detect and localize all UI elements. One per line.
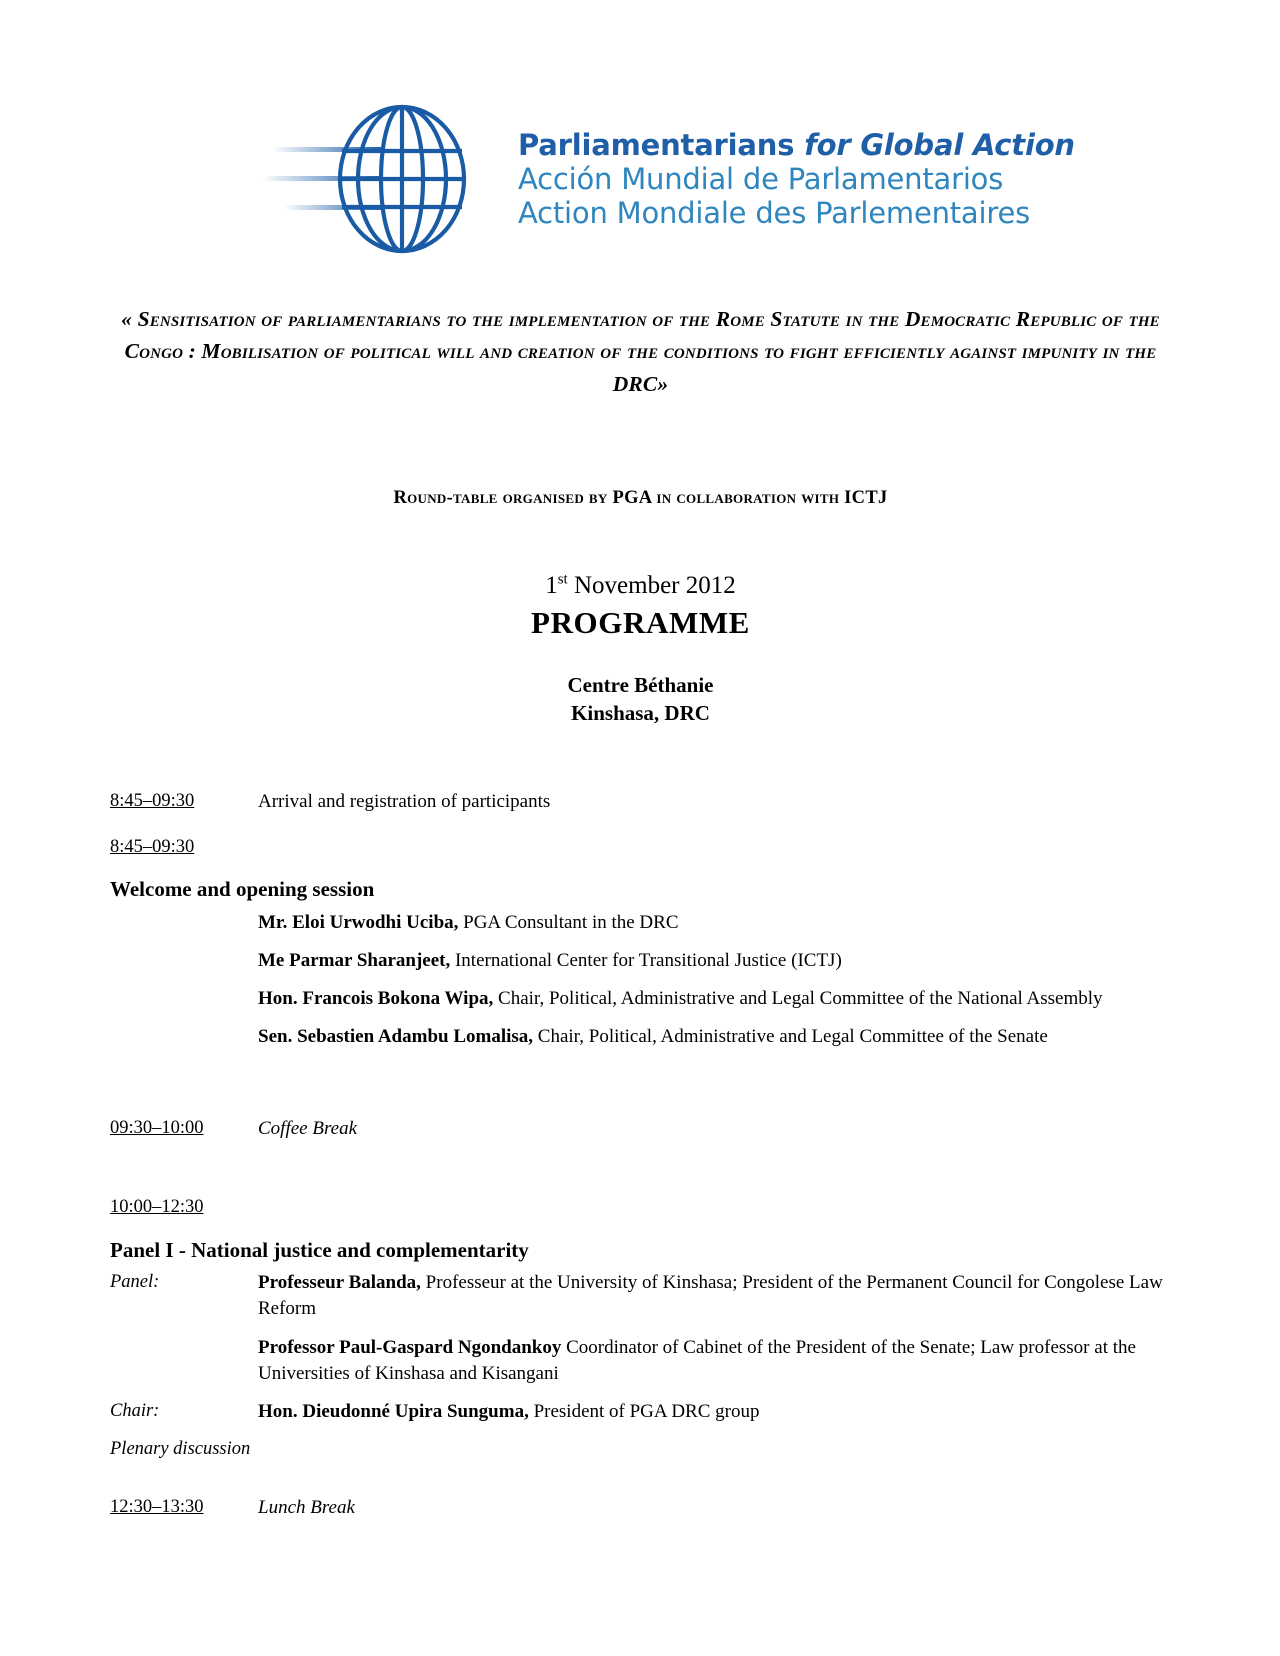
- spacer: [110, 1063, 1165, 1115]
- panelist-name: Professeur Balanda,: [258, 1272, 421, 1294]
- speaker-name: Sen. Sebastien Adambu Lomalisa,: [258, 1026, 534, 1048]
- speaker-item: [258, 1024, 1165, 1050]
- speaker-role: Chair, Political, Administrative and Legal Committee of the National Assembly: [493, 988, 1103, 1010]
- event-date-suffix: st: [557, 571, 568, 588]
- venue-block: [118, 672, 1163, 727]
- logo-line-english-italic: for Global Action: [804, 127, 1075, 162]
- schedule-row-panel1-time: [110, 1194, 1165, 1221]
- panel-label: Panel:: [110, 1272, 160, 1293]
- time-coffee: 09:30–10:00: [110, 1117, 204, 1138]
- logo-line-french: Action Mondiale des Parlementaires: [518, 196, 1030, 231]
- programme-label: PROGRAMME: [531, 605, 750, 640]
- spacer: [110, 1460, 1165, 1494]
- venue-line-1: Centre Béthanie: [567, 673, 714, 697]
- logo-line-english: [518, 128, 1075, 162]
- speaker-role: International Center for Transitional Justice (ICTJ): [450, 949, 842, 971]
- time-panel1: 10:00–12:30: [110, 1197, 204, 1218]
- page-title: « Sensitisation of parliamentarians to the implementation of the Rome Statute in the Democratic Republic of the Congo : Mobilisation of political will and creation of the conditions to fight efficiently against impunity in the DRC»: [121, 307, 1160, 396]
- panelist-name: Professor Paul-Gaspard Ngondankoy: [258, 1336, 562, 1358]
- time-arrival: 8:45–09:30: [110, 791, 195, 811]
- panelist-item: [258, 1270, 1165, 1322]
- logo-line-spanish: Acción Mundial de Parlamentarios: [518, 161, 1004, 196]
- speaker-name: Hon. Francois Bokona Wipa,: [258, 988, 494, 1010]
- venue-line-2: Kinshasa, DRC: [571, 700, 710, 725]
- event-date-rest: November 2012: [567, 572, 736, 599]
- schedule-row-arrival: [110, 788, 1165, 816]
- schedule-list: [110, 788, 1165, 1522]
- panelist-role: Professeur at the University of Kinshasa; President of the Permanent Council for Congolese Law Reform: [258, 1272, 1163, 1320]
- chair-label: Chair:: [110, 1401, 160, 1422]
- chair-role: President of PGA DRC group: [528, 1401, 760, 1423]
- event-date: [118, 570, 1163, 601]
- speaker-name: Mr. Eloi Urwodhi Uciba,: [258, 911, 459, 933]
- speaker-item: [258, 910, 1165, 936]
- plenary-discussion: Plenary discussion: [110, 1439, 251, 1460]
- text-arrival: Arrival and registration of participants: [258, 791, 551, 812]
- pga-logo: [262, 104, 1075, 254]
- document-subtitle: Round-table organised by PGA in collaboration with ICTJ: [393, 488, 888, 508]
- panel-row: [110, 1335, 1165, 1387]
- logo-wordmark: [512, 128, 1075, 231]
- schedule-row-welcome-time: [110, 834, 1165, 861]
- panel-row: [110, 1270, 1165, 1322]
- heading-welcome: Welcome and opening session: [110, 877, 375, 902]
- time-lunch: 12:30–13:30: [110, 1497, 204, 1518]
- text-lunch: Lunch Break: [258, 1497, 355, 1519]
- speaker-item: [258, 986, 1165, 1012]
- heading-panel1: Panel I - National justice and complementarity: [110, 1237, 529, 1262]
- chair-name: Hon. Dieudonné Upira Sunguma,: [258, 1401, 529, 1423]
- schedule-row-lunch: [110, 1494, 1165, 1522]
- schedule-row-coffee: [110, 1115, 1165, 1143]
- spacer: [110, 816, 1165, 834]
- speaker-role: Chair, Political, Administrative and Legal Committee of the Senate: [533, 1026, 1048, 1048]
- panelist-role: Coordinator of Cabinet of the President of the Senate; Law professor at the Universities of Kinshasa and Kisangani: [258, 1336, 1136, 1384]
- globe-icon: [262, 104, 512, 254]
- speaker-item: [258, 948, 1165, 974]
- time-welcome: 8:45–09:30: [110, 836, 195, 857]
- speaker-name: Me Parmar Sharanjeet,: [258, 949, 451, 971]
- panelist-item: [258, 1335, 1165, 1387]
- speaker-role: PGA Consultant in the DRC: [458, 911, 679, 933]
- event-date-number: 1: [545, 572, 558, 599]
- chair-row: [110, 1399, 1165, 1425]
- text-coffee: Coffee Break: [258, 1117, 358, 1139]
- chair-item: [258, 1399, 1165, 1425]
- spacer: [110, 1142, 1165, 1194]
- logo-line-english-plain: Parliamentarians: [518, 127, 805, 162]
